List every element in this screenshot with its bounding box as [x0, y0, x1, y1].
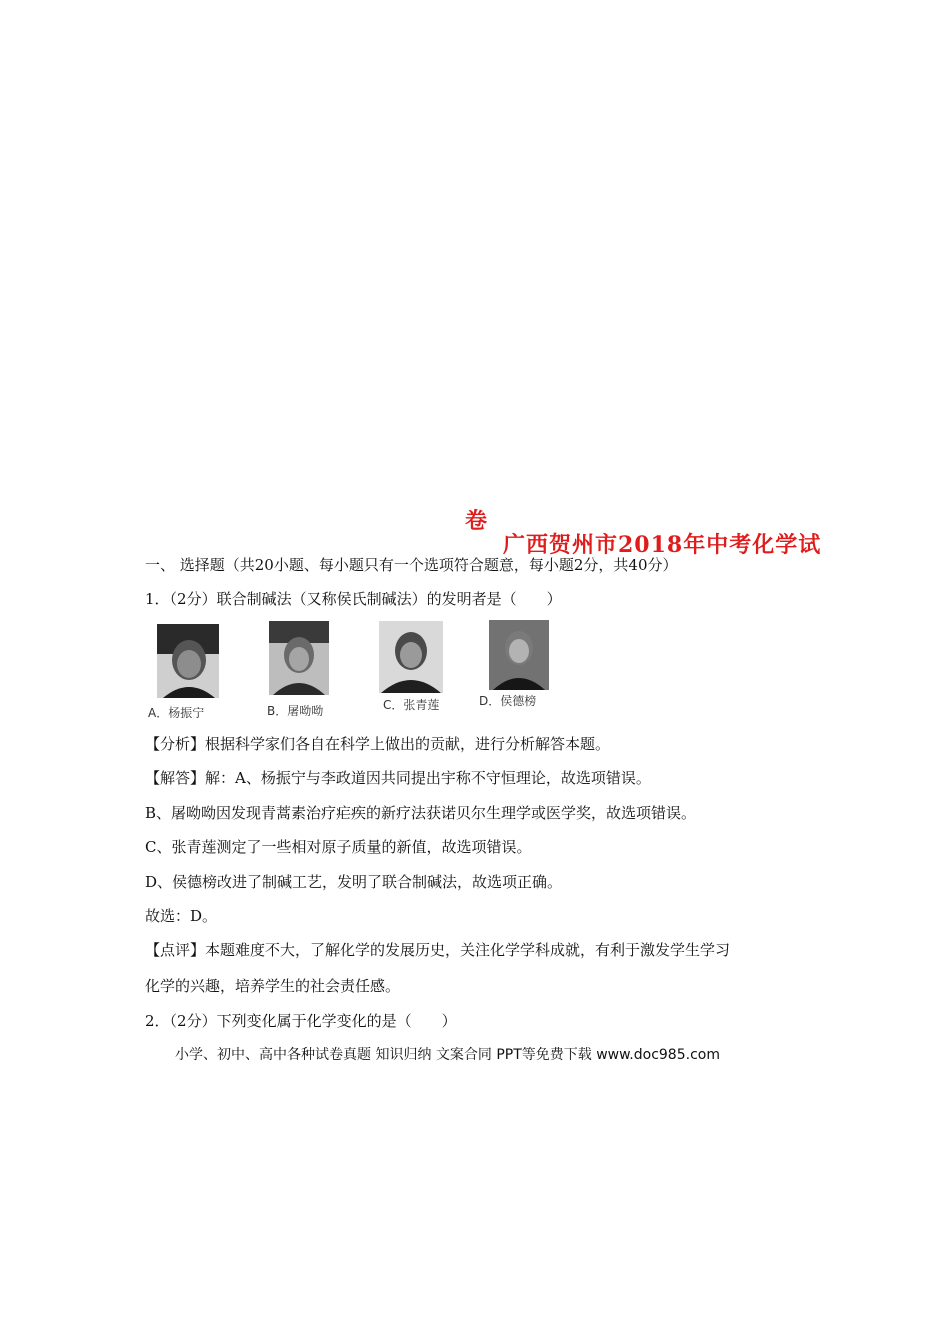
- question-1-solution: 【解答】解：A、杨振宁与李政道因共同提出宇称不守恒理论，故选项错误。: [145, 769, 651, 787]
- option-d-caption: D．侯德榜: [479, 694, 537, 708]
- option-b-caption: B．屠呦呦: [267, 704, 324, 718]
- footer-download-note: 小学、初中、高中各种试卷真题 知识归纳 文案合同 PPT等免费下载 www.doc985.com: [175, 1047, 720, 1063]
- document-title-line2: 卷: [465, 508, 489, 534]
- portrait-photo-b: [269, 621, 329, 695]
- question-1-option-b-explanation: B、屠呦呦因发现青蒿素治疗疟疾的新疗法获诺贝尔生理学或医学奖，故选项错误。: [145, 804, 697, 822]
- question-1-analysis: 【分析】根据科学家们各自在科学上做出的贡献，进行分析解答本题。: [145, 735, 611, 753]
- question-1-options-photos: [145, 618, 585, 718]
- option-c-caption: C．张青莲: [383, 698, 440, 712]
- option-a-caption: A．杨振宁: [148, 706, 205, 720]
- question-1-comment-line2: 化学的兴趣，培养学生的社会责任感。: [145, 977, 401, 995]
- portrait-photo-a: [157, 624, 219, 698]
- portrait-photo-d: [489, 620, 549, 690]
- question-1-answer: 故选：D。: [145, 907, 218, 925]
- question-1-stem: 1．（2分）联合制碱法（又称侯氏制碱法）的发明者是（ ）: [145, 590, 562, 608]
- question-1-option-c-explanation: C、张青莲测定了一些相对原子质量的新值，故选项错误。: [145, 838, 532, 856]
- question-2-stem: 2．（2分）下列变化属于化学变化的是（ ）: [145, 1012, 457, 1030]
- question-1-option-d-explanation: D、侯德榜改进了制碱工艺，发明了联合制碱法，故选项正确。: [145, 873, 563, 891]
- document-title-line1: 广西贺州市2018年中考化学试: [503, 532, 822, 558]
- section-heading: 一、 选择题（共20小题、每小题只有一个选项符合题意，每小题2分，共40分）: [145, 556, 678, 574]
- question-1-comment-line1: 【点评】本题难度不大，了解化学的发展历史，关注化学学科成就，有利于激发学生学习: [145, 941, 731, 959]
- portrait-photo-c: [379, 621, 443, 693]
